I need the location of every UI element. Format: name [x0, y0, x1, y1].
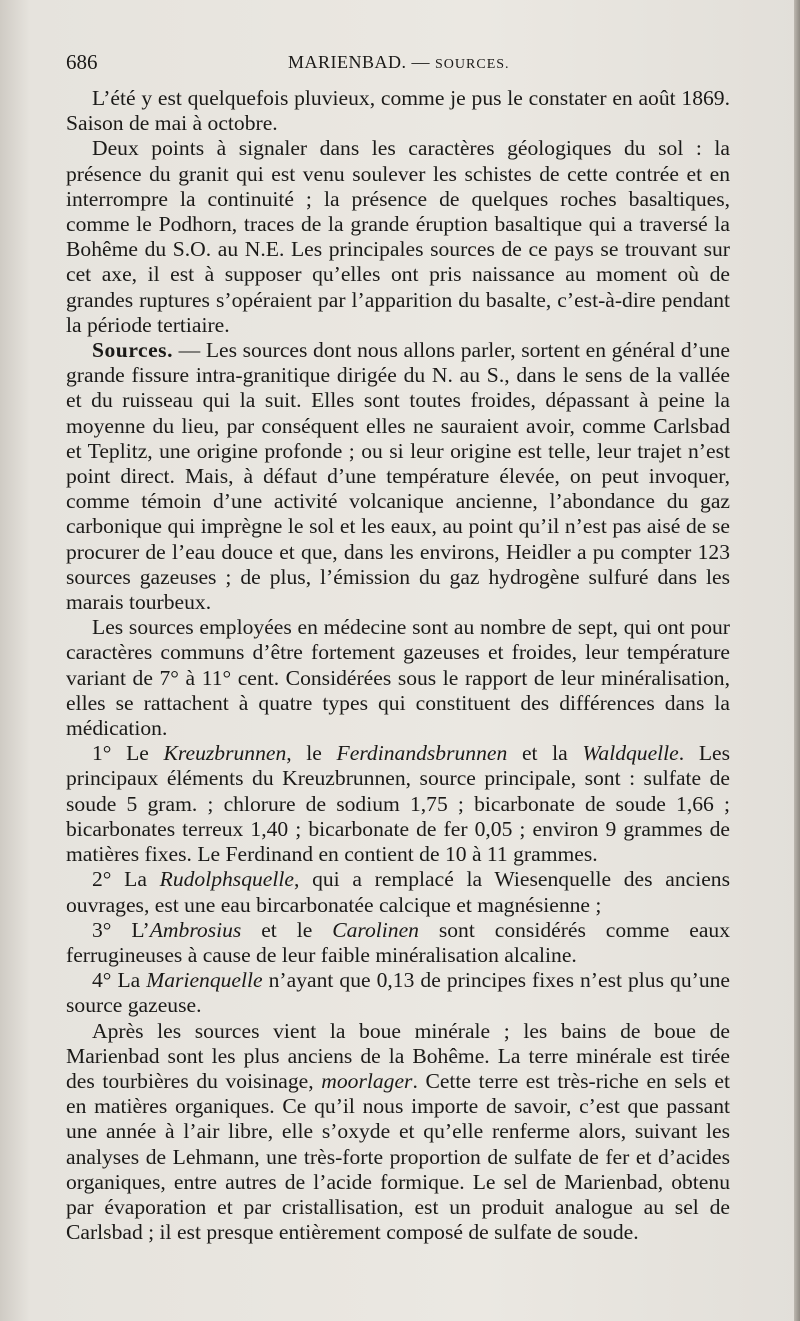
paragraph [66, 918, 730, 968]
italic-term: moorlager [321, 1068, 413, 1093]
italic-term: Marienquelle [146, 968, 263, 993]
paragraph-text: , le [286, 741, 337, 766]
italic-term: Kreuzbrunnen [163, 741, 287, 766]
paragraph [66, 741, 730, 867]
paragraph [66, 615, 730, 741]
paragraph-text: 1° Le [92, 741, 164, 766]
paragraph-text: , qui a remplacé la Wiesenquelle des anciens ouvrages, est une eau bircarbonatée calcique et magnésienne ; [66, 867, 730, 917]
paragraph-text: et le [241, 917, 333, 942]
paragraph-text: L’été y est quelquefois pluvieux, comme je pus le constater en août 1869. Saison de mai à octobre. [66, 86, 730, 136]
paragraph-text: Deux points à signaler dans les caractères géologiques du sol : la présence du granit qui est venu soulever les schistes de cette contrée et en interrompre la continuité ; la présence de quelques roches basaltiques, comme le Podhorn, traces de la grande éruption basaltique qui a traversé la Bohême du S.O. au N.E. Les principales sources de ce pays se trouvant sur cet axe, il est à supposer qu’elles ont pris naissance au moment où de grandes ruptures s’opéraient par l’apparition du basalte, c’est-à-dire pendant la période tertiaire. [66, 136, 730, 337]
paragraph-text: . Cette terre est très-riche en sels et en matières organiques. Ce qu’il nous importe de savoir, c’est que passant une année à l’air libre, elle s’oxyde et qu’elle renferme alors, suivant les analyses de Lehmann, une très-forte proportion de sulfate de fer et d’acides organiques, entre autres de l’acide formique. Le sel de Marienbad, obtenu par évaporation et par cristallisation, est un produit analogue au sel de Carlsbad ; il est presque entièrement composé de sulfate de soude. [66, 1068, 730, 1245]
section-lead: Sources. [92, 338, 173, 363]
page-number: 686 [66, 50, 98, 74]
body-text [66, 86, 730, 1245]
paragraph [66, 136, 730, 338]
paragraph-text: . Les principaux éléments du Kreuzbrunnen, source principale, sont : sulfate de soude 5 gram. ; chlorure de sodium 1,75 ; bicarbonate de soude 1,66 ; bicarbonates terreux 1,40 ; bicarbonate de fer 0,05 ; environ 9 grammes de matières fixes. Le Ferdinand en contient de 10 à 11 grammes. [66, 741, 731, 867]
page-edge [794, 0, 800, 1321]
paragraph-text: 2° La [92, 867, 160, 892]
paragraph-text: sont considérés comme eaux ferrugineuses à cause de leur faible minéralisation alcaline. [66, 917, 730, 967]
running-title-main: MARIENBAD. — [288, 52, 431, 72]
running-header [66, 50, 732, 80]
italic-term: Waldquelle [582, 741, 679, 766]
paragraph-text: Après les sources vient la boue minérale ; les bains de boue de Marienbad sont les plus anciens de la Bohême. La terre minérale est tirée des tourbières du voisinage, [66, 1018, 730, 1093]
paragraph [66, 338, 730, 615]
italic-term: Ferdinandsbrunnen [336, 741, 508, 766]
paragraph [66, 1019, 730, 1246]
paragraph [66, 968, 730, 1018]
paragraph-text: n’ayant que 0,13 de principes fixes n’est plus qu’une source gazeuse. [66, 968, 730, 1018]
italic-term: Ambrosius [149, 917, 242, 942]
paragraph-text: 3° L’ [92, 917, 150, 942]
italic-term: Carolinen [332, 917, 419, 942]
running-title [288, 52, 510, 73]
paragraph-text: — Les sources dont nous allons parler, sortent en général d’une grande fissure intra-granitique dirigée du N. au S., dans le sens de la vallée et du ruisseau qui la suit. Elles sont toutes froides, dépassant à peine la moyenne du lieu, par conséquent elles ne sauraient avoir, comme Carlsbad et Teplitz, une origine profonde ; ou si leur origine est telle, leur trajet n’est point direct. Mais, à défaut d’une température élevée, on peut invoquer, comme témoin d’une activité volcanique ancienne, l’abondance du gaz carbonique qui imprègne le sol et les eaux, au point qu’il n’est pas aisé de se procurer de l’eau douce et que, dans les environs, Heidler a pu compter 123 sources gazeuses ; de plus, l’émission du gaz hydrogène sulfuré dans les marais tourbeux. [66, 338, 730, 615]
paragraph-text: Les sources employées en médecine sont au nombre de sept, qui ont pour caractères communs d’être fortement gazeuses et froides, leur température variant de 7° à 11° cent. Considérées sous le rapport de leur minéralisation, elles se rattachent à quatre types qui constituent des différences dans la médication. [66, 615, 730, 741]
running-title-sub: SOURCES. [435, 57, 510, 72]
paragraph [66, 86, 730, 136]
paragraph [66, 867, 730, 917]
paragraph-text: 4° La [92, 968, 147, 993]
italic-term: Rudolphsquelle [159, 867, 294, 892]
paragraph-text: et la [507, 741, 583, 766]
